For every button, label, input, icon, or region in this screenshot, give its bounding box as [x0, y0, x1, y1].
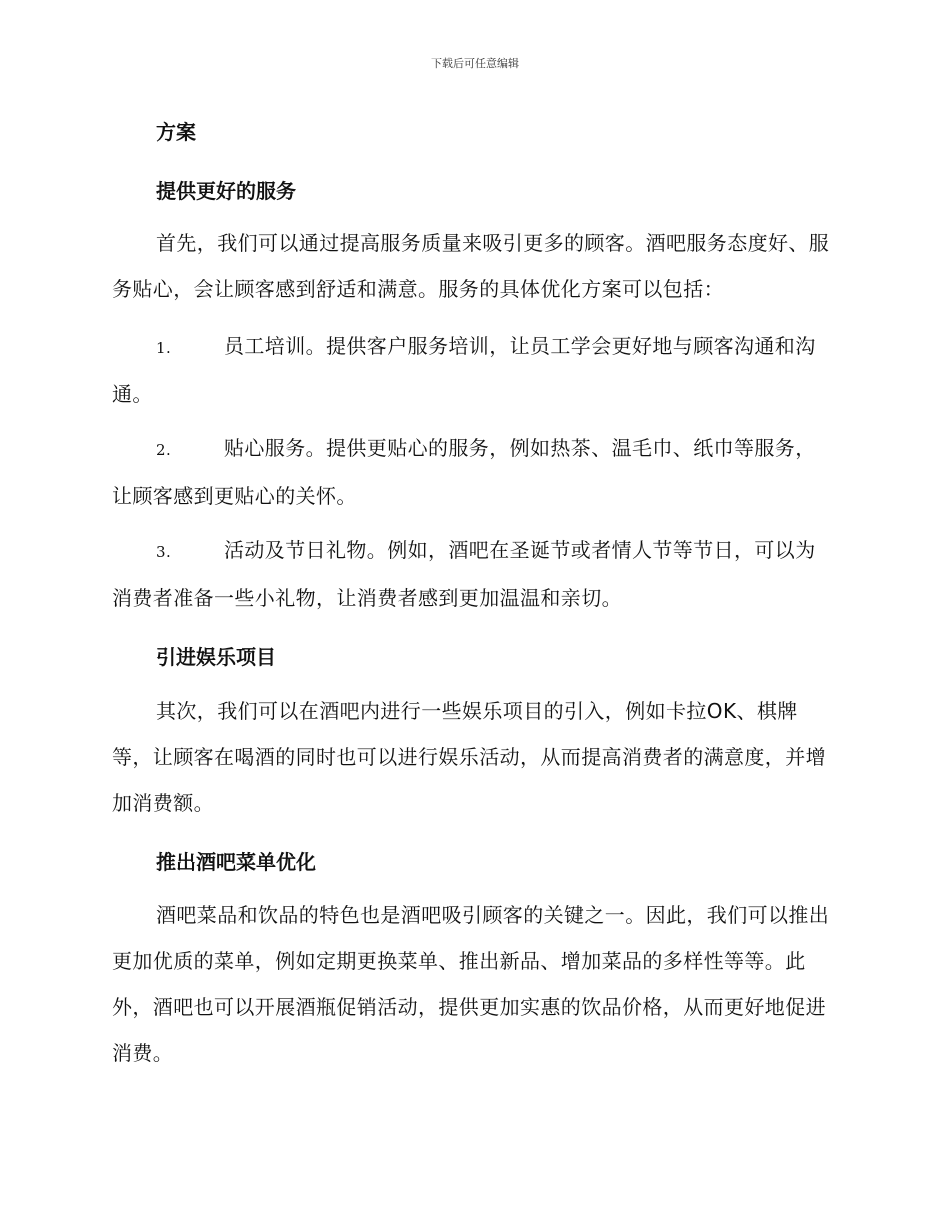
- entertainment-text: 其次，我们可以在酒吧内进行一些娱乐项目的引入，例如卡拉OK、棋牌等，让顾客在喝酒的同时也可以进行娱乐活动，从而提高消费者的满意度，并增加消费额。: [112, 699, 826, 815]
- entertainment-paragraph: [112, 688, 834, 826]
- service-intro-paragraph: [112, 220, 834, 312]
- document-title: 方案: [156, 120, 196, 144]
- list-item: [112, 425, 834, 519]
- list-number: 1.: [156, 339, 172, 357]
- list-text: 贴心服务。提供更贴心的服务，例如热茶、温毛巾、纸巾等服务，让顾客感到更贴心的关怀。: [112, 436, 816, 508]
- header-note: 下载后可任意编辑: [431, 57, 519, 70]
- list-number: 2.: [156, 441, 172, 459]
- section-heading-service: 提供更好的服务: [156, 179, 296, 203]
- section-heading-menu: 推出酒吧菜单优化: [156, 850, 316, 874]
- list-number: 3.: [156, 543, 172, 561]
- list-item: [112, 323, 834, 417]
- list-item: [112, 527, 834, 621]
- menu-text: 酒吧菜品和饮品的特色也是酒吧吸引顾客的关键之一。因此，我们可以推出更加优质的菜单，例如定期更换菜单、推出新品、增加菜品的多样性等等。此外，酒吧也可以开展酒瓶促销活动，提供更加实惠的饮品价格，从而更好地促进消费。: [112, 903, 830, 1065]
- list-text: 员工培训。提供客户服务培训，让员工学会更好地与顾客沟通和沟通。: [112, 334, 816, 406]
- section-heading-entertainment: 引进娱乐项目: [156, 645, 276, 669]
- service-intro-text: 首先，我们可以通过提高服务质量来吸引更多的顾客。酒吧服务态度好、服务贴心，会让顾客感到舒适和满意。服务的具体优化方案可以包括：: [112, 231, 830, 301]
- list-text: 活动及节日礼物。例如，酒吧在圣诞节或者情人节等节日，可以为消费者准备一些小礼物，让消费者感到更加温温和亲切。: [112, 538, 816, 610]
- menu-paragraph: [112, 892, 834, 1076]
